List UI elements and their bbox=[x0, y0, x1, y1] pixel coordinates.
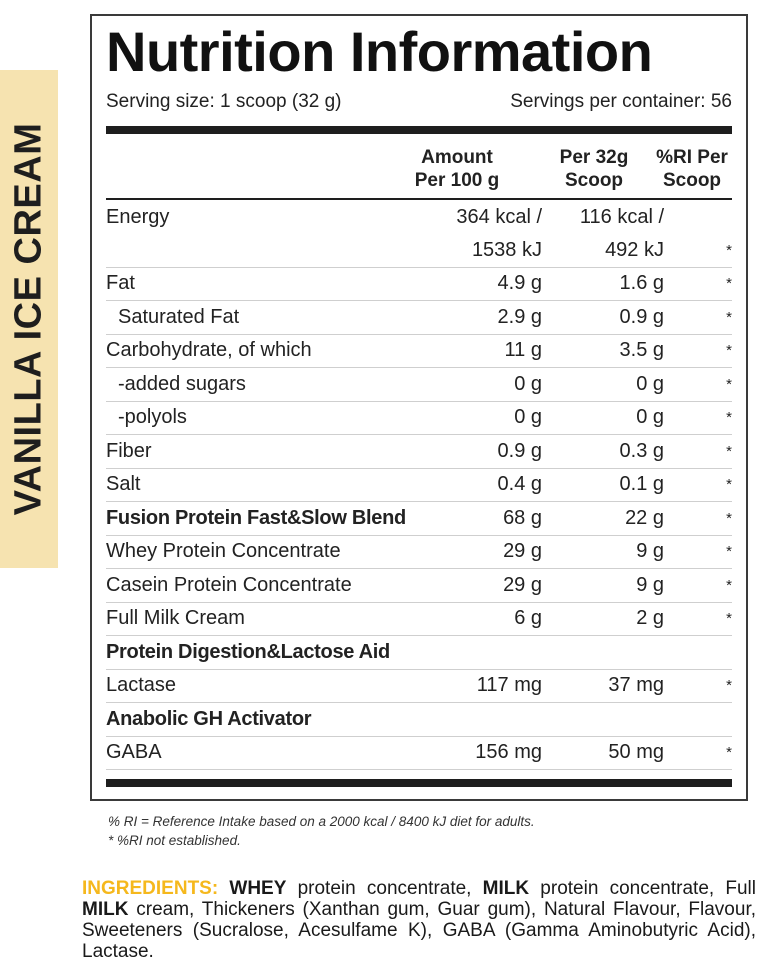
nutrient-ri: * bbox=[726, 342, 732, 359]
energy-row-kj bbox=[106, 235, 732, 268]
nutrient-per100: 0.4 g bbox=[497, 473, 542, 495]
nutrient-row bbox=[106, 369, 732, 402]
nutrient-row bbox=[106, 402, 732, 435]
nutrient-name: Fat bbox=[106, 272, 135, 294]
nutrient-per100: 0.9 g bbox=[497, 439, 542, 462]
nutrient-per32: 37 mg bbox=[608, 674, 664, 696]
energy-per100-kcal: 364 kcal / bbox=[456, 206, 542, 228]
nutrient-per100: 11 g bbox=[504, 339, 542, 361]
nutrient-row bbox=[106, 670, 732, 703]
nutrient-per32: 0 g bbox=[636, 406, 664, 428]
nutrient-name: Carbohydrate, of which bbox=[106, 339, 312, 361]
nutrient-name: Casein Protein Concentrate bbox=[106, 573, 352, 596]
ingredient-allergen: MILK bbox=[82, 899, 129, 920]
column-header-per100-line1: Amount bbox=[421, 147, 493, 168]
nutrient-ri: * bbox=[726, 509, 732, 527]
nutrient-per100: 4.9 g bbox=[497, 272, 542, 294]
footer-rule bbox=[106, 779, 732, 787]
ingredients-text bbox=[82, 878, 756, 962]
column-header-rule bbox=[106, 198, 732, 200]
nutrient-ri: * bbox=[726, 409, 732, 426]
nutrient-name: Protein Digestion&Lactose Aid bbox=[106, 640, 390, 663]
nutrient-per32: 9 g bbox=[636, 573, 664, 596]
energy-label: Energy bbox=[106, 206, 170, 228]
ingredient-text: cream, Thickeners (Xanthan gum, Guar gum), Natural Flavour, Flavour, Sweeteners (Sucralose, Acesulfame K), GABA (Gamma Aminobutyric Acid), Lactase. bbox=[82, 899, 756, 962]
nutrient-per32: 3.5 g bbox=[619, 339, 664, 361]
panel-title: Nutrition Information bbox=[106, 20, 653, 83]
serving-size: Serving size: 1 scoop (32 g) bbox=[106, 91, 342, 112]
nutrient-row bbox=[106, 302, 732, 335]
nutrient-ri: * bbox=[726, 543, 732, 560]
nutrient-name: Lactase bbox=[106, 674, 177, 696]
energy-per100-kj: 1538 kJ bbox=[471, 239, 542, 261]
nutrient-name: GABA bbox=[106, 741, 162, 763]
nutrient-ri: * bbox=[726, 744, 732, 761]
nutrient-row bbox=[106, 704, 732, 737]
nutrient-ri: * bbox=[726, 576, 732, 594]
energy-row-kcal bbox=[106, 202, 732, 235]
ingredient-allergen: WHEY bbox=[229, 878, 287, 899]
ri-not-established-footnote: * %RI not established. bbox=[108, 833, 241, 848]
nutrient-name: Fiber bbox=[106, 439, 152, 462]
nutrient-name: Fusion Protein Fast&Slow Blend bbox=[106, 506, 406, 529]
nutrient-per100: 68 g bbox=[503, 506, 542, 529]
nutrient-ri: * bbox=[726, 610, 732, 627]
nutrient-per32: 0 g bbox=[636, 372, 664, 395]
column-header-ri-line1: %RI Per bbox=[656, 147, 728, 168]
nutrition-panel bbox=[90, 14, 748, 801]
nutrient-ri: * bbox=[726, 308, 732, 326]
nutrient-ri: * bbox=[726, 375, 732, 393]
nutrient-row bbox=[106, 603, 732, 636]
nutrient-per100: 117 mg bbox=[476, 674, 542, 696]
nutrient-name: Anabolic GH Activator bbox=[106, 707, 312, 730]
nutrient-row bbox=[106, 737, 732, 770]
header-rule bbox=[106, 126, 732, 134]
nutrient-ri: * bbox=[726, 275, 732, 292]
nutrient-per100: 0 g bbox=[514, 372, 542, 395]
ri-reference-footnote: % RI = Reference Intake based on a 2000 kcal / 8400 kJ diet for adults. bbox=[108, 814, 535, 829]
nutrient-per100: 29 g bbox=[503, 540, 542, 562]
nutrient-per100: 29 g bbox=[503, 573, 542, 596]
nutrient-per32: 2 g bbox=[636, 607, 664, 629]
nutrient-per32: 1.6 g bbox=[619, 272, 664, 294]
nutrient-per100: 156 mg bbox=[475, 741, 542, 763]
column-header-per32-line2: Scoop bbox=[564, 170, 624, 191]
column-header-ri bbox=[647, 146, 737, 192]
nutrient-row bbox=[106, 335, 732, 368]
ingredient-text: protein concentrate, Full bbox=[529, 878, 756, 899]
nutrient-name: -polyols bbox=[118, 406, 187, 428]
nutrient-per100: 2.9 g bbox=[497, 305, 542, 328]
nutrient-name: Salt bbox=[106, 473, 141, 495]
ingredient-allergen: MILK bbox=[482, 878, 530, 899]
nutrient-name: Saturated Fat bbox=[118, 305, 240, 328]
column-header-per32-line1: Per 32g bbox=[559, 147, 629, 168]
energy-per32-kcal: 116 kcal / bbox=[579, 206, 664, 228]
nutrient-name: Whey Protein Concentrate bbox=[106, 540, 341, 562]
nutrient-per100: 6 g bbox=[514, 607, 542, 629]
nutrient-ri: * bbox=[726, 442, 732, 460]
nutrient-ri: * bbox=[726, 677, 732, 694]
energy-ri: * bbox=[726, 242, 732, 259]
column-header-per32 bbox=[544, 146, 644, 192]
nutrient-per32: 50 mg bbox=[608, 741, 664, 763]
column-header-per100-line2: Per 100 g bbox=[414, 170, 500, 191]
nutrient-name: -added sugars bbox=[118, 372, 246, 395]
nutrient-row bbox=[106, 436, 732, 469]
column-header-ri-line2: Scoop bbox=[662, 170, 722, 191]
energy-per32-kj: 492 kJ bbox=[605, 239, 664, 261]
column-header-per100 bbox=[392, 146, 522, 192]
ingredient-text: protein concentrate, bbox=[286, 878, 483, 899]
ingredients-label: INGREDIENTS: bbox=[82, 878, 219, 899]
nutrient-row bbox=[106, 637, 732, 670]
nutrient-row bbox=[106, 503, 732, 536]
nutrient-name: Full Milk Cream bbox=[106, 607, 245, 629]
nutrient-per32: 0.1 g bbox=[619, 473, 664, 495]
flavor-side-label bbox=[0, 70, 58, 568]
nutrient-row bbox=[106, 536, 732, 569]
nutrient-per100: 0 g bbox=[514, 406, 542, 428]
servings-per-container: Servings per container: 56 bbox=[510, 91, 732, 112]
nutrient-row bbox=[106, 469, 732, 502]
nutrient-per32: 22 g bbox=[625, 506, 664, 529]
nutrient-per32: 0.3 g bbox=[619, 439, 664, 462]
nutrient-per32: 9 g bbox=[636, 540, 664, 562]
flavor-label-text: VANILLA ICE CREAM bbox=[7, 122, 50, 516]
nutrient-row bbox=[106, 570, 732, 603]
nutrient-row bbox=[106, 268, 732, 301]
nutrient-ri: * bbox=[726, 476, 732, 493]
nutrient-per32: 0.9 g bbox=[619, 305, 664, 328]
